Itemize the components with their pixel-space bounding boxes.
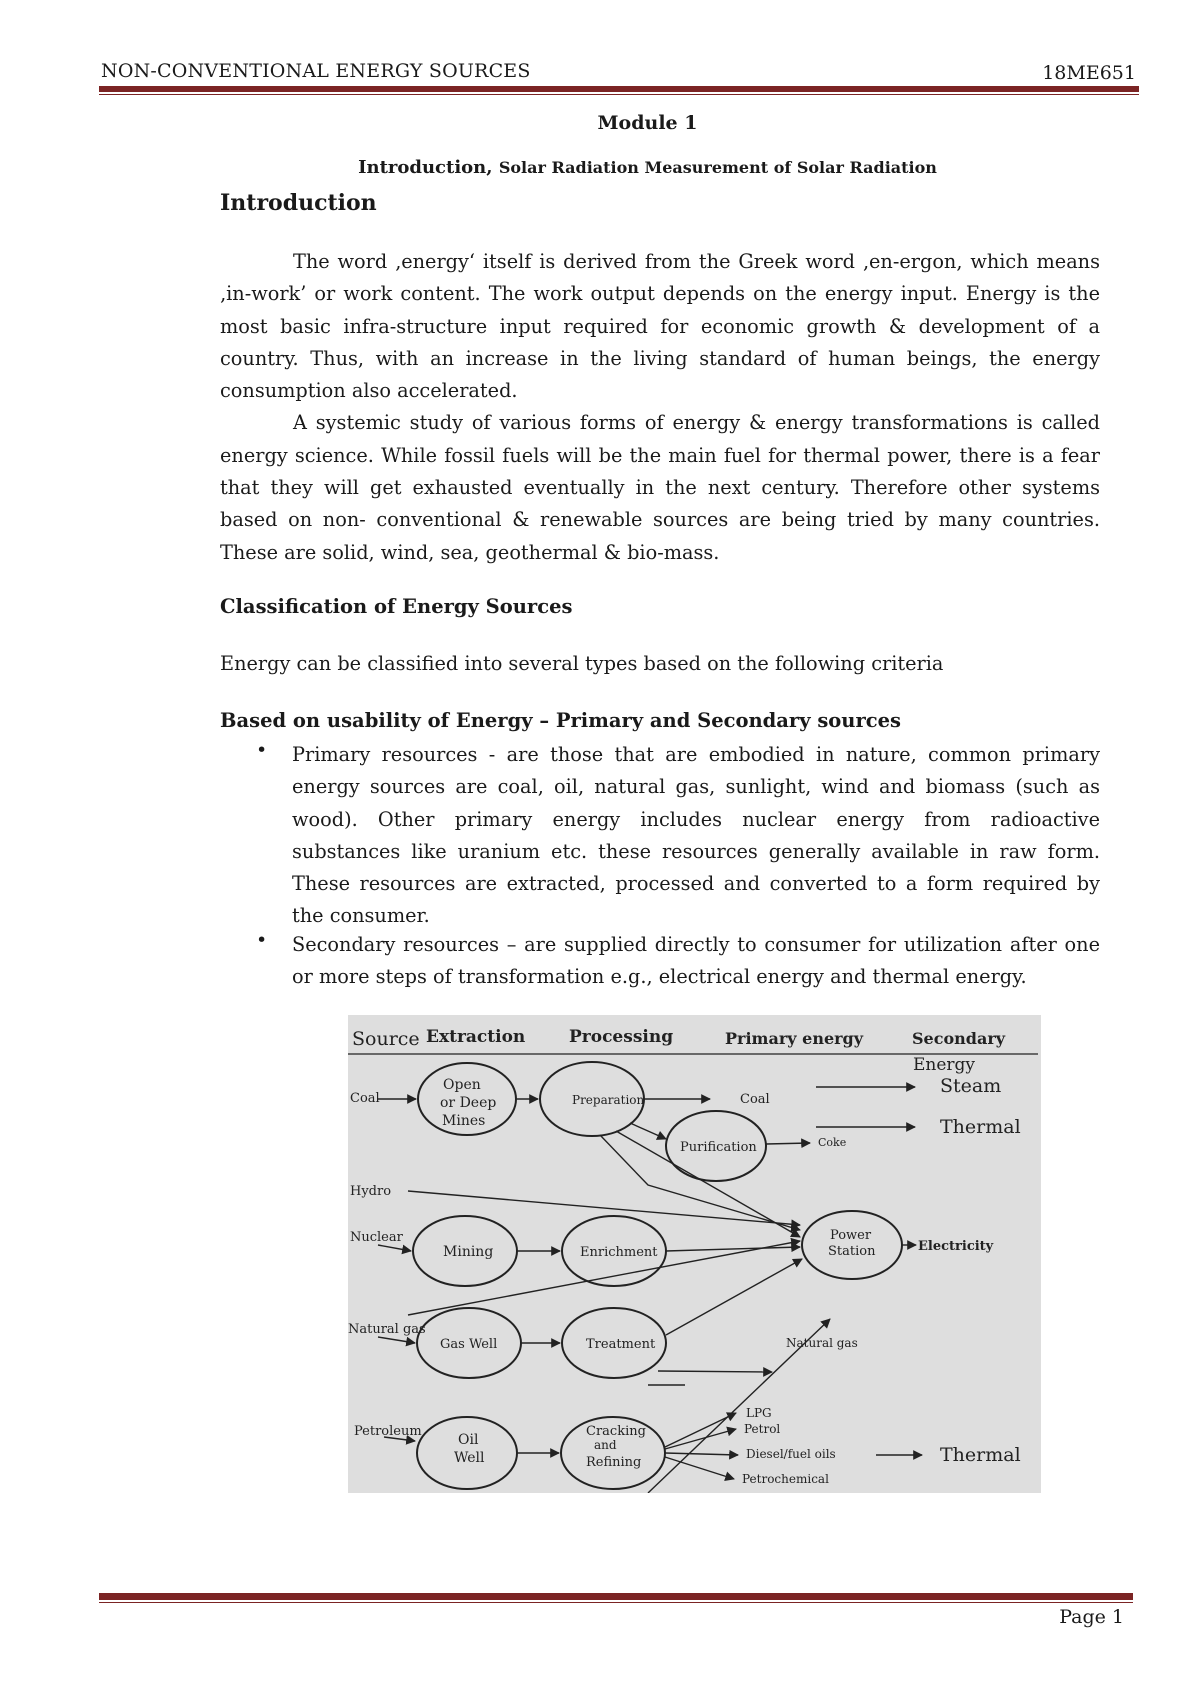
intro-body xyxy=(220,246,1100,569)
label-purification: Purification xyxy=(680,1140,757,1155)
intro-heading: Introduction xyxy=(220,190,377,216)
source-petroleum: Petroleum xyxy=(354,1424,422,1439)
label-power-2: Station xyxy=(828,1244,876,1259)
label-gas-well: Gas Well xyxy=(440,1337,498,1352)
label-mining: Mining xyxy=(443,1244,494,1260)
primary-petrochemical: Petrochemical xyxy=(742,1472,829,1486)
col-processing: Processing xyxy=(569,1027,674,1047)
col-energy: Energy xyxy=(913,1055,976,1075)
energy-flow-diagram xyxy=(348,1015,1041,1493)
header-rule-thin xyxy=(99,94,1139,95)
col-extraction: Extraction xyxy=(426,1027,526,1047)
primary-coke: Coke xyxy=(818,1136,847,1149)
primary-lpg: LPG xyxy=(746,1406,772,1420)
bullet-primary-resources: Primary resources - are those that are embodied in nature, common primary energy sources are coal, oil, natural gas, sunlight, wind and biomass (such as wood). Other primary energy includes nuclear energy from radioactive substances like uranium etc. these resources generally available in raw form. These resources are extracted, processed and converted to a form required by the consumer. xyxy=(292,743,1100,928)
primary-petrol: Petrol xyxy=(744,1422,781,1436)
header-rule xyxy=(99,86,1139,92)
secondary-thermal-oil: Thermal xyxy=(940,1444,1021,1466)
label-mines-3: Mines xyxy=(442,1113,486,1129)
classification-text: Energy can be classified into several types based on the following criteria xyxy=(220,652,944,675)
arrow-to-lpg xyxy=(658,1371,772,1372)
secondary-thermal-coal: Thermal xyxy=(940,1116,1021,1138)
label-oil-well-2: Well xyxy=(454,1450,485,1466)
label-cracking-2: and xyxy=(594,1438,617,1452)
label-cracking-1: Cracking xyxy=(586,1424,646,1439)
page-number: Page 1 xyxy=(1059,1606,1124,1628)
classification-heading: Classification of Energy Sources xyxy=(220,595,573,618)
header-course-code: 18ME651 xyxy=(1042,62,1136,84)
bullet-marker: • xyxy=(256,739,268,761)
label-enrichment: Enrichment xyxy=(580,1245,658,1260)
footer-rule-thin xyxy=(99,1602,1133,1603)
primary-natural-gas: Natural gas xyxy=(786,1336,858,1350)
source-nuclear: Nuclear xyxy=(350,1230,403,1245)
label-mines-2: or Deep xyxy=(440,1095,497,1111)
col-primary-energy: Primary energy xyxy=(725,1029,864,1048)
source-hydro: Hydro xyxy=(350,1184,392,1199)
label-mines-1: Open xyxy=(443,1077,481,1093)
usability-heading: Based on usability of Energy – Primary and Secondary sources xyxy=(220,709,902,732)
subtitle-part-1: Introduction, xyxy=(358,157,493,178)
intro-paragraph-1: The word ‚energy‘ itself is derived from the Greek word ‚en-ergon, which means ‚in-work’ or work content. The work output depends on the energy input. Energy is the most basic infra-structure input required for economic growth & development of a country. Thus, with an increase in the living standard of human beings, the energy consumption also accelerated. xyxy=(220,250,1100,403)
bullet-secondary-resources: Secondary resources – are supplied directly to consumer for utilization after one or more steps of transformation e.g., electrical energy and thermal energy. xyxy=(292,933,1100,989)
module-subtitle xyxy=(0,157,1200,178)
secondary-electricity: Electricity xyxy=(918,1239,994,1254)
label-preparation: Preparation xyxy=(572,1093,645,1107)
subtitle-part-2: Solar Radiation Measurement of Solar Radiation xyxy=(498,158,937,177)
header-course-title: NON-CONVENTIONAL ENERGY SOURCES xyxy=(101,60,531,82)
col-secondary: Secondary xyxy=(912,1029,1006,1048)
secondary-steam: Steam xyxy=(940,1075,1002,1097)
col-source: Source xyxy=(352,1028,420,1050)
source-natural-gas: Natural gas xyxy=(348,1322,426,1337)
intro-paragraph-2: A systemic study of various forms of energy & energy transformations is called energy science. While fossil fuels will be the main fuel for thermal power, there is a fear that they will get exhausted eventually in the next century. Therefore other systems based on non- conventional & renewable sources are being tried by many countries. These are solid, wind, sea, geothermal & bio-mass. xyxy=(220,411,1100,564)
label-cracking-3: Refining xyxy=(586,1455,642,1470)
primary-coal: Coal xyxy=(740,1092,770,1107)
label-treatment: Treatment xyxy=(586,1337,656,1352)
label-power-1: Power xyxy=(830,1228,872,1243)
primary-diesel: Diesel/fuel oils xyxy=(746,1447,836,1461)
source-coal: Coal xyxy=(350,1091,380,1106)
label-oil-well-1: Oil xyxy=(458,1432,479,1448)
bullet-marker: • xyxy=(256,929,268,951)
arrow-purif-coke xyxy=(766,1143,810,1144)
footer-rule xyxy=(99,1593,1133,1600)
module-title: Module 1 xyxy=(597,112,698,134)
